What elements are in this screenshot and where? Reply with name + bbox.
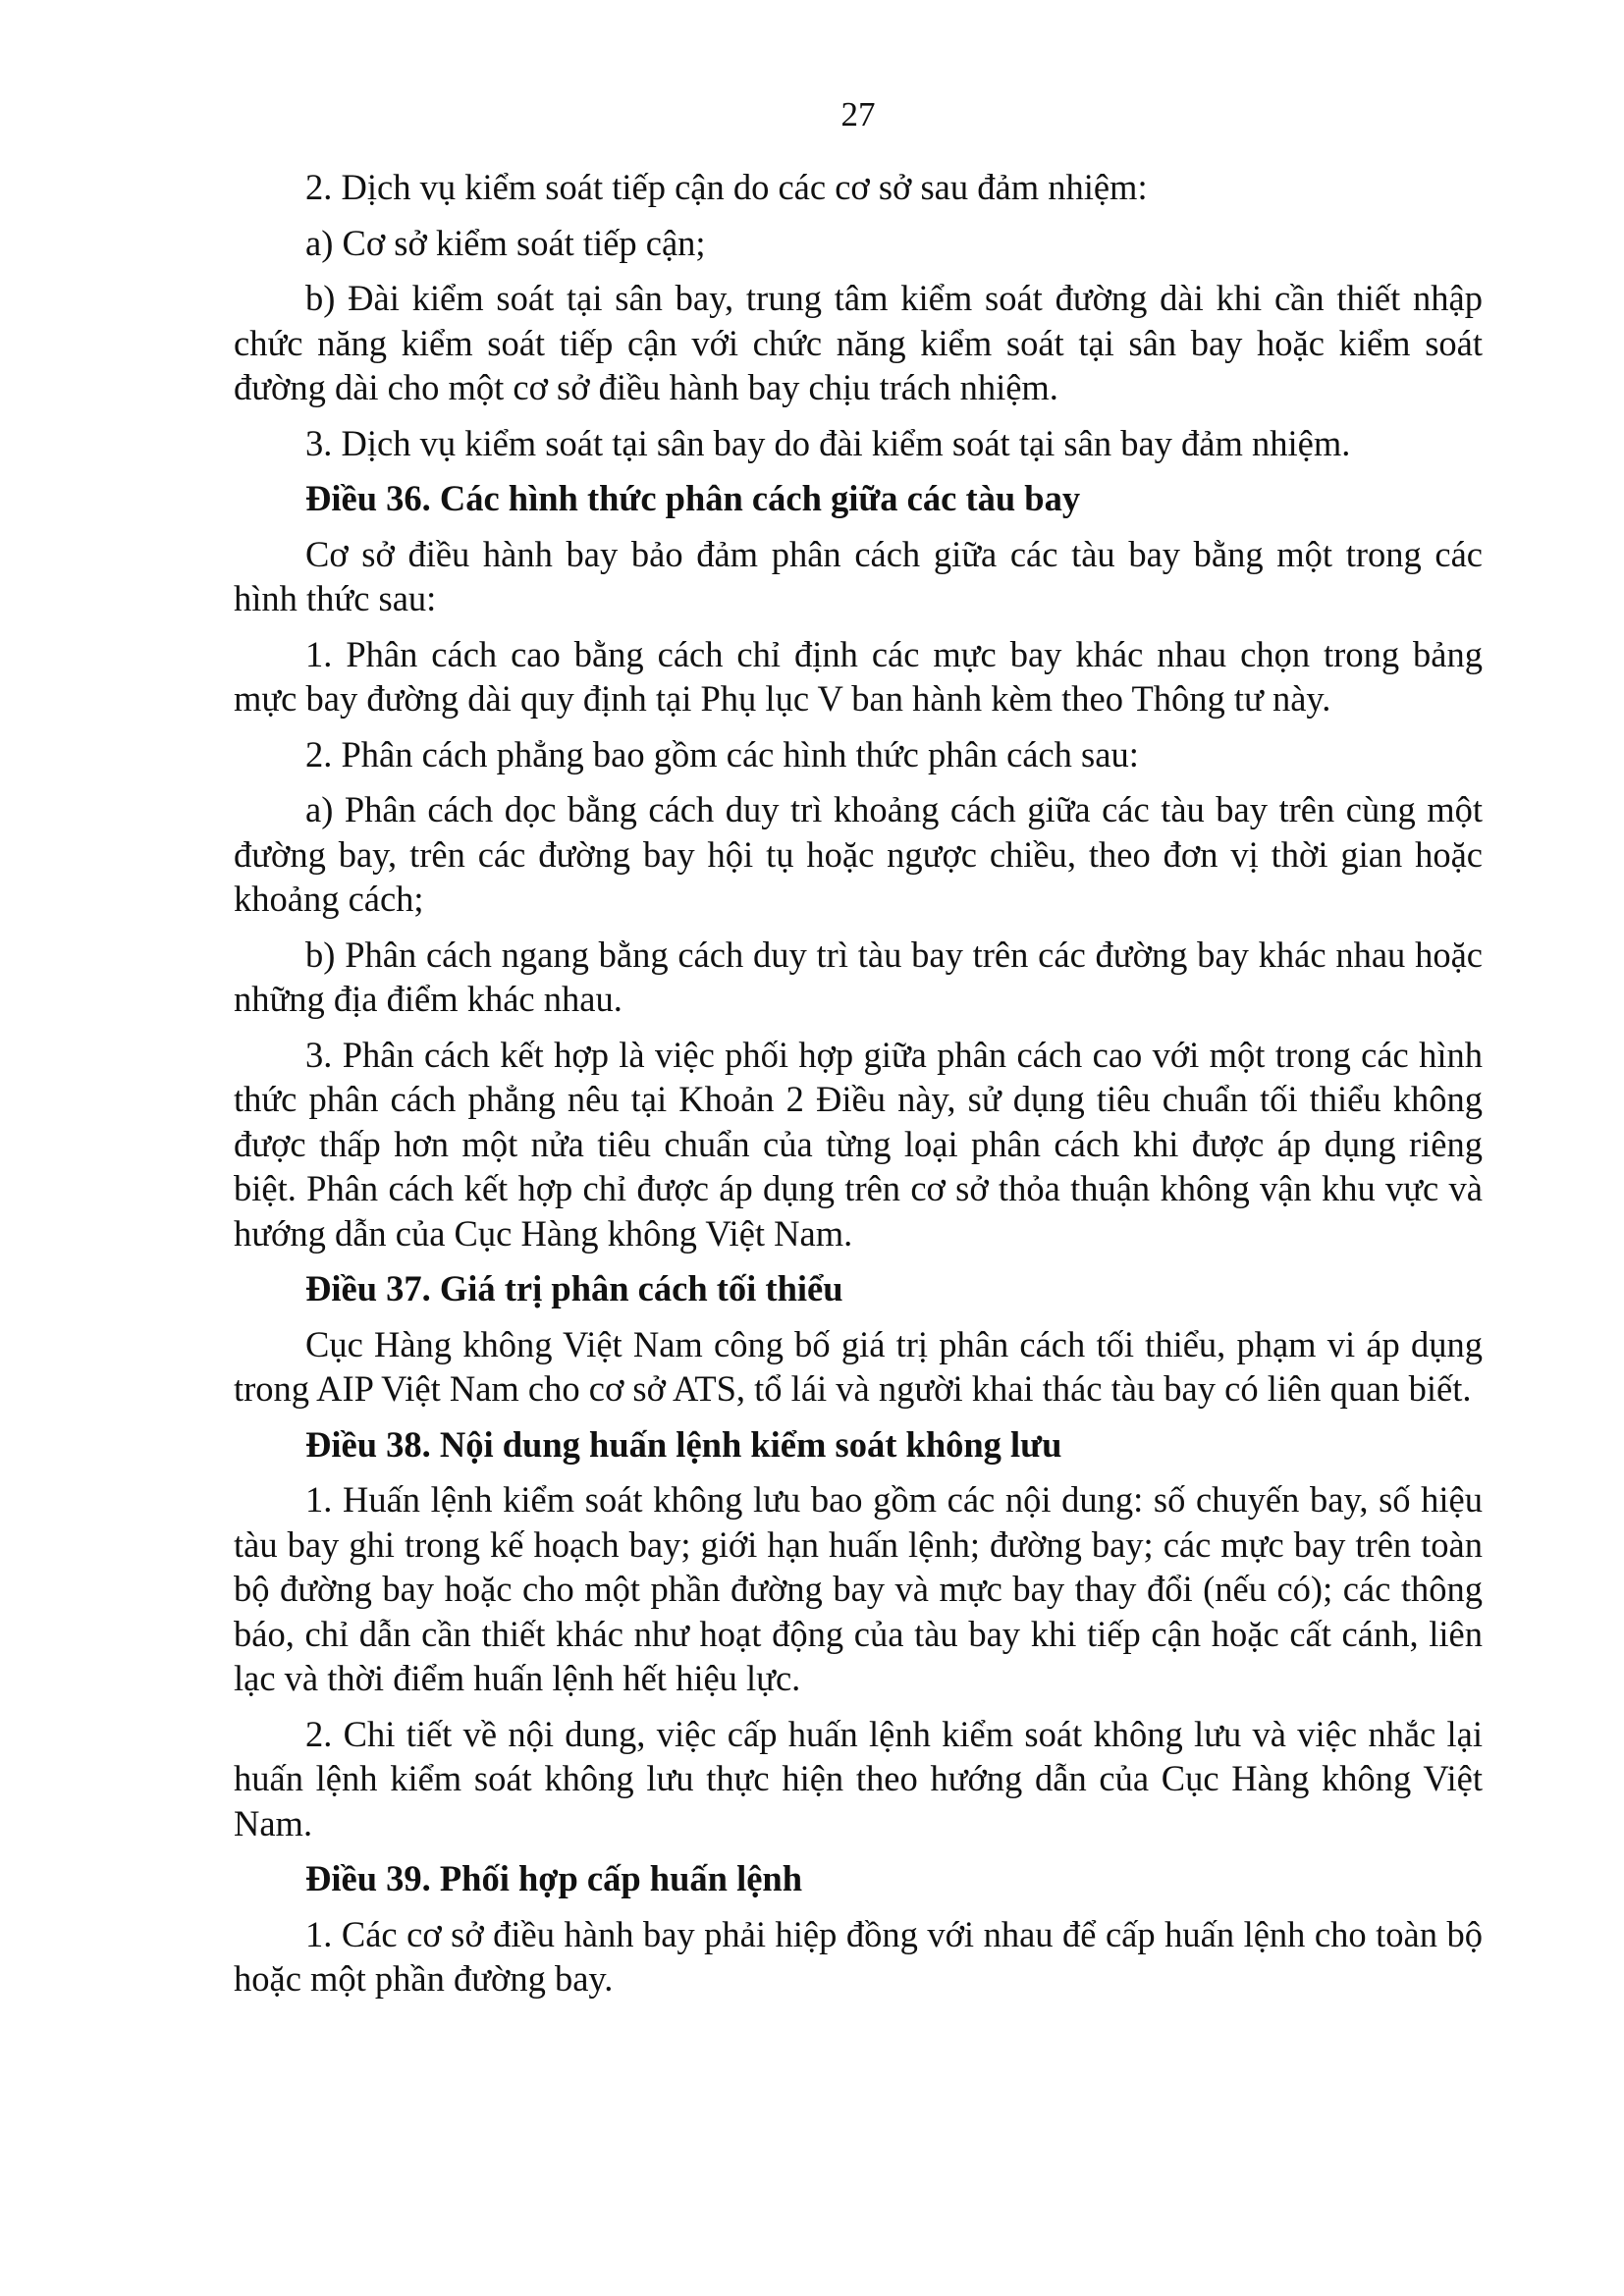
paragraph: b) Phân cách ngang bằng cách duy trì tàu bay trên các đường bay khác nhau hoặc những địa điểm khác nhau.	[234, 934, 1483, 1019]
paragraph: 1. Các cơ sở điều hành bay phải hiệp đồng với nhau để cấp huấn lệnh cho toàn bộ hoặc một phần đường bay.	[234, 1913, 1483, 1999]
paragraph: Cục Hàng không Việt Nam công bố giá trị phân cách tối thiểu, phạm vi áp dụng trong AIP Việt Nam cho cơ sở ATS, tổ lái và người khai thác tàu bay có liên quan biết.	[234, 1323, 1483, 1409]
paragraph: 2. Dịch vụ kiểm soát tiếp cận do các cơ sở sau đảm nhiệm:	[305, 167, 1148, 207]
article-heading: Điều 38. Nội dung huấn lệnh kiểm soát không lưu	[305, 1423, 1062, 1465]
article-heading: Điều 37. Giá trị phân cách tối thiểu	[305, 1268, 843, 1308]
document-body	[234, 165, 1483, 2002]
paragraph: a) Cơ sở kiểm soát tiếp cận;	[305, 222, 706, 263]
article-heading: Điều 36. Các hình thức phân cách giữa các tàu bay	[305, 478, 1081, 518]
article-heading: Điều 39. Phối hợp cấp huấn lệnh	[305, 1858, 803, 1898]
paragraph: 2. Chi tiết về nội dung, việc cấp huấn lệnh kiểm soát không lưu và việc nhắc lại huấn lệnh kiểm soát không lưu thực hiện theo hướng dẫn của Cục Hàng không Việt Nam.	[234, 1713, 1483, 1843]
paragraph: 2. Phân cách phẳng bao gồm các hình thức phân cách sau:	[305, 733, 1139, 774]
paragraph: b) Đài kiểm soát tại sân bay, trung tâm kiểm soát đường dài khi cần thiết nhập chức năng kiểm soát tiếp cận với chức năng kiểm soát tại sân bay hoặc kiểm soát đường dài cho một cơ sở điều hành bay chịu trách nhiệm.	[234, 278, 1483, 407]
paragraph: 1. Phân cách cao bằng cách chỉ định các mực bay khác nhau chọn trong bảng mực bay đường dài quy định tại Phụ lục V ban hành kèm theo Thông tư này.	[234, 633, 1483, 719]
paragraph: 3. Phân cách kết hợp là việc phối hợp giữa phân cách cao với một trong các hình thức phân cách phẳng nêu tại Khoản 2 Điều này, sử dụng tiêu chuẩn tối thiểu không được thấp hơn một nửa tiêu chuẩn của từng loại phân cách khi được áp dụng riêng biệt. Phân cách kết hợp chỉ được áp dụng trên cơ sở thỏa thuận không vận khu vực và hướng dẫn của Cục Hàng không Việt Nam.	[234, 1034, 1483, 1254]
page-number: 27	[840, 95, 876, 133]
document-page	[234, 86, 1483, 2012]
paragraph: a) Phân cách dọc bằng cách duy trì khoảng cách giữa các tàu bay trên cùng một đường bay, trên các đường bay hội tụ hoặc ngược chiều, theo đơn vị thời gian hoặc khoảng cách;	[234, 789, 1483, 919]
paragraph: Cơ sở điều hành bay bảo đảm phân cách giữa các tàu bay bằng một trong các hình thức sau:	[234, 533, 1483, 618]
paragraph: 1. Huấn lệnh kiểm soát không lưu bao gồm các nội dung: số chuyến bay, số hiệu tàu bay ghi trong kế hoạch bay; giới hạn huấn lệnh; đường bay; các mực bay trên toàn bộ đường bay hoặc cho một phần đường bay và mực bay thay đổi (nếu có); các thông báo, chỉ dẫn cần thiết khác như hoạt động của tàu bay khi tiếp cận hoặc cất cánh, liên lạc và thời điểm huấn lệnh hết hiệu lực.	[234, 1479, 1483, 1698]
paragraph: 3. Dịch vụ kiểm soát tại sân bay do đài kiểm soát tại sân bay đảm nhiệm.	[305, 422, 1351, 463]
